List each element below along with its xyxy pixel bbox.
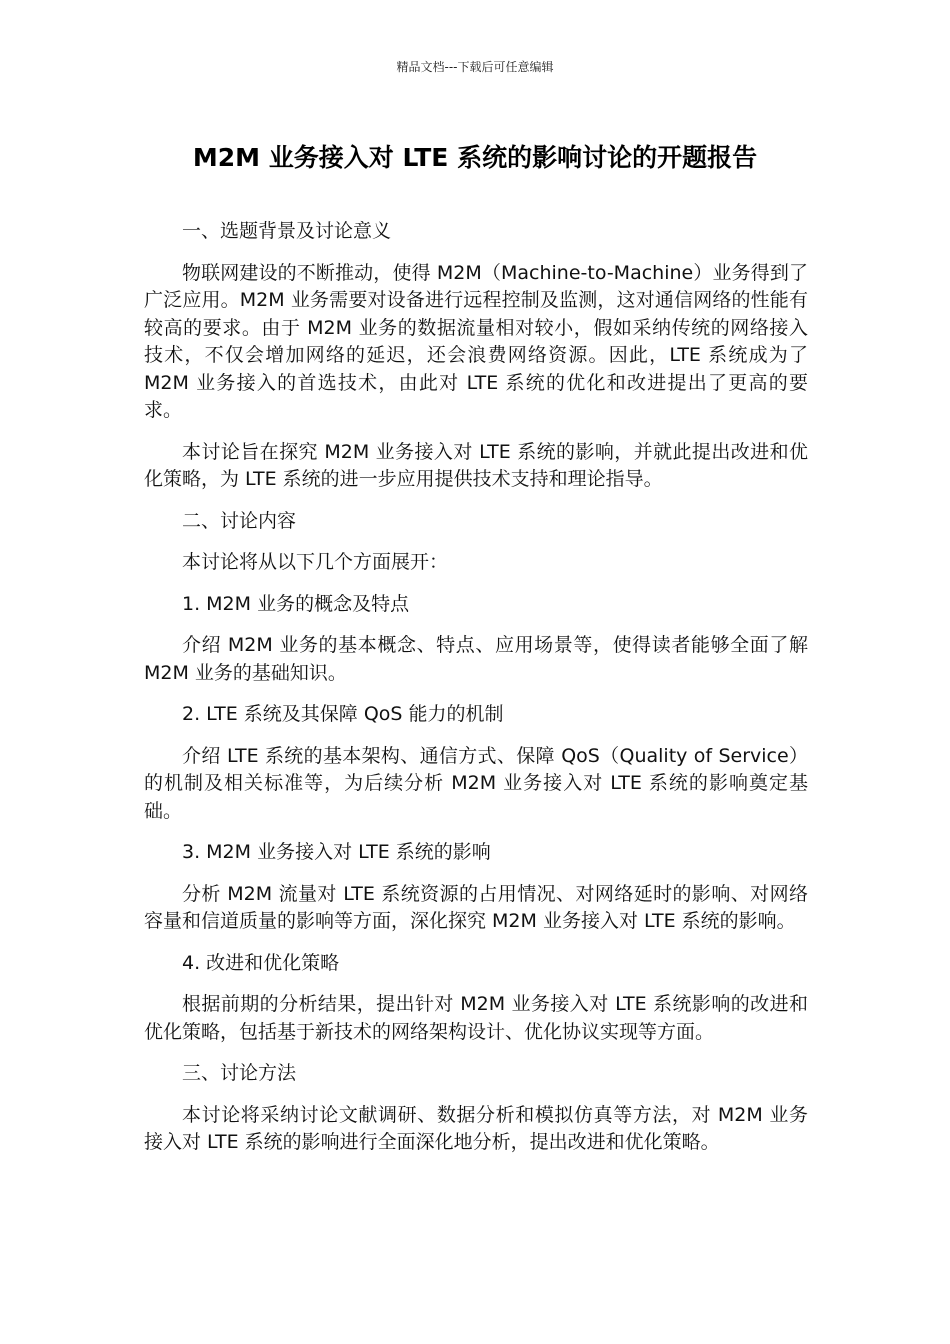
paragraph-m2m-impact: 分析 M2M 流量对 LTE 系统资源的占用情况、对网络延时的影响、对网络容量和信道质量的影响等方面，深化探究 M2M 业务接入对 LTE 系统的影响。 [144,882,808,932]
subheading-m2m-concept: 1. M2M 业务的概念及特点 [182,592,410,615]
header-note: 精品文档---下载后可任意编辑 [396,60,554,74]
section-heading-method: 三、讨论方法 [182,1062,297,1084]
subheading-lte-qos: 2. LTE 系统及其保障 QoS 能力的机制 [182,703,504,725]
paragraph-background: 物联网建设的不断推动，使得 M2M（Machine-to-Machine）业务得到了广泛应用。M2M 业务需要对设备进行远程控制及监测，这对通信网络的性能有较高的要求。由于 M2M 业务的数据流量相对较小，假如采纳传统的网络接入技术，不仅会增加网络的延迟，还会浪费网络资源。因此，LTE 系统成为了 M2M 业务接入的首选技术，由此对 LTE 系统的优化和改进提出了更高的要求。 [144,261,808,421]
paragraph-purpose: 本讨论旨在探究 M2M 业务接入对 LTE 系统的影响，并就此提出改进和优化策略，为 LTE 系统的进一步应用提供技术支持和理论指导。 [144,440,808,490]
subheading-m2m-impact: 3. M2M 业务接入对 LTE 系统的影响 [182,841,491,863]
paragraph-content-intro: 本讨论将从以下几个方面展开： [182,551,449,573]
paragraph-method: 本讨论将采纳讨论文献调研、数据分析和模拟仿真等方法，对 M2M 业务接入对 LTE 系统的影响进行全面深化地分析，提出改进和优化策略。 [144,1103,808,1153]
subheading-optimization: 4. 改进和优化策略 [182,951,340,974]
paragraph-lte-qos: 介绍 LTE 系统的基本架构、通信方式、保障 QoS（Quality of Service）的机制及相关标准等，为后续分析 M2M 业务接入对 LTE 系统的影响奠定基础。 [144,744,808,822]
paragraph-optimization: 根据前期的分析结果，提出针对 M2M 业务接入对 LTE 系统影响的改进和优化策略，包括基于新技术的网络架构设计、优化协议实现等方面。 [144,993,808,1043]
section-heading-background: 一、选题背景及讨论意义 [182,220,392,242]
section-heading-content: 二、讨论内容 [182,509,297,532]
document-title: M2M 业务接入对 LTE 系统的影响讨论的开题报告 [192,143,758,172]
document-body [144,218,808,1171]
paragraph-m2m-concept: 介绍 M2M 业务的基本概念、特点、应用场景等，使得读者能够全面了解 M2M 业务的基础知识。 [144,634,808,684]
